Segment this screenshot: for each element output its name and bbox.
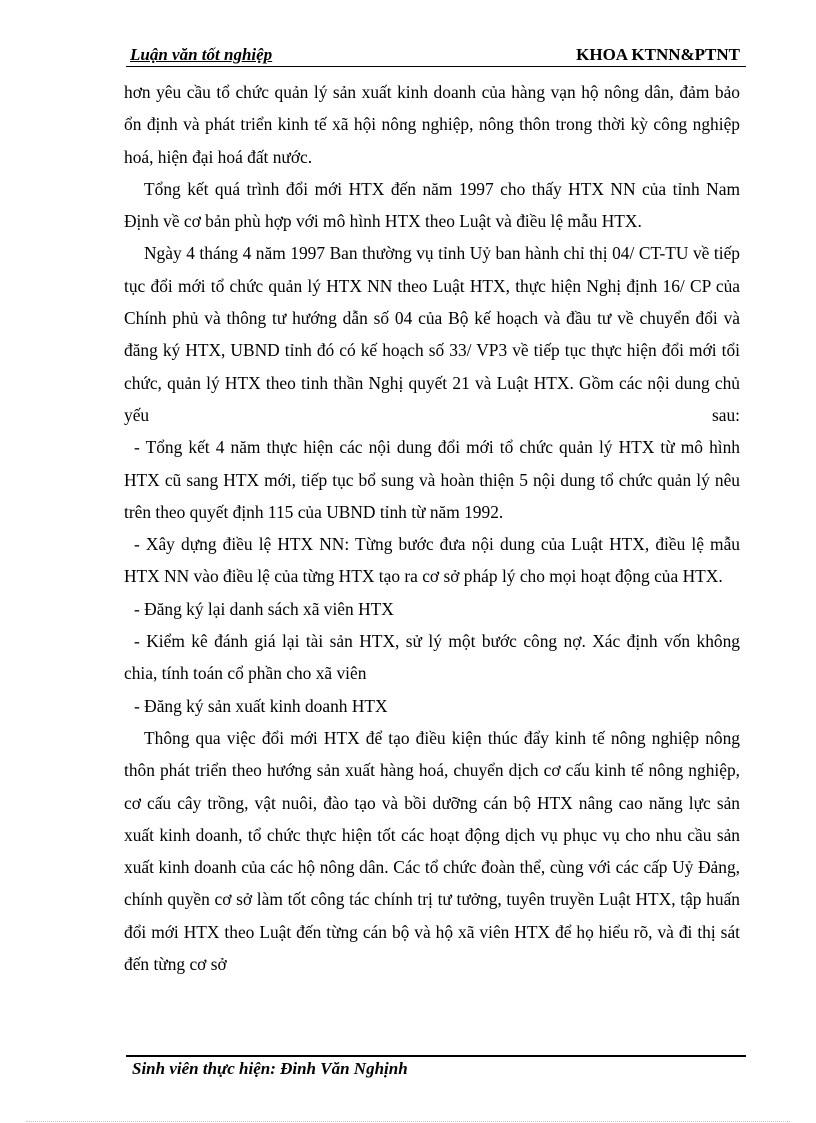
list-item-4: - Kiểm kê đánh giá lại tài sản HTX, sử lý một bước công nợ. Xác định vốn không chia, tính toán cổ phần cho xã viên — [124, 631, 740, 684]
footer-rule — [126, 1055, 746, 1057]
paragraph-3: Ngày 4 tháng 4 năm 1997 Ban thường vụ tỉnh Uỷ ban hành chỉ thị 04/ CT-TU về tiếp tục đổi mới tổ chức quản lý HTX NN theo Luật HTX, thực hiện Nghị định 16/ CP của Chính phủ và thông tư hướng dẫn số 04 của Bộ kế hoạch và đầu tư về chuyển đổi và đăng ký HTX, UBND tỉnh đó có kế hoạch số 33/ VP3 về tiếp tục thực hiện đổi mới tổi chức, quản lý HTX theo tinh thần Nghị quyết 21 và Luật HTX. Gồm các nội dung chủ yếu sau: — [124, 243, 740, 425]
paragraph-2: Tổng kết quá trình đổi mới HTX đến năm 1997 cho thấy HTX NN của tỉnh Nam Định về cơ bản phù hợp với mô hình HTX theo Luật và điều lệ mẫu HTX. — [124, 178, 740, 232]
footer-author: Sinh viên thực hiện: Đinh Văn Nghịnh — [132, 1059, 408, 1078]
page-bottom-border — [26, 1121, 790, 1122]
page-header — [126, 44, 746, 67]
list-item-3: - Đăng ký lại danh sách xã viên HTX — [134, 598, 394, 619]
header-faculty-label: KHOA KTNN&PTNT — [576, 45, 740, 64]
body-text — [124, 76, 740, 980]
paragraph-4: Thông qua việc đổi mới HTX để tạo điều kiện thúc đẩy kinh tế nông nghiệp nông thôn phát triển theo hướng sản xuất hàng hoá, chuyển dịch cơ cấu kinh tế nông nghiệp, cơ cấu cây trồng, vật nuôi, đào tạo và bồi dưỡng cán bộ HTX nâng cao năng lực sản xuất kinh doanh, tổ chức thực hiện tốt các hoạt động dịch vụ phục vụ cho nhu cầu sản xuất kinh doanh của các hộ nông dân. Các tổ chức đoàn thể, cùng với các cấp Uỷ Đảng, chính quyền cơ sở làm tốt công tác chính trị tư tưởng, tuyên truyền Luật HTX, tập huấn đổi mới HTX theo Luật đến từng cán bộ và hộ xã viên HTX để họ hiểu rõ, và đi thị sát đến từng cơ sở — [124, 727, 740, 975]
list-item-1: - Tổng kết 4 năm thực hiện các nội dung đổi mới tổ chức quản lý HTX từ mô hình HTX cũ sang HTX mới, tiếp tục bổ sung và hoàn thiện 5 nội dung tổ chức quản lý nêu trên theo quyết định 115 của UBND tỉnh từ năm 1992. — [124, 437, 740, 522]
list-item-2: - Xây dựng điều lệ HTX NN: Từng bước đưa nội dung của Luật HTX, điều lệ mẫu HTX NN vào điều lệ của từng HTX tạo ra cơ sở pháp lý cho mọi hoạt động của HTX. — [124, 534, 740, 587]
header-thesis-label: Luận văn tốt nghiệp — [130, 45, 273, 64]
paragraph-1: hơn yêu cầu tổ chức quản lý sản xuất kinh doanh của hàng vạn hộ nông dân, đảm bảo ổn định và phát triển kinh tế xã hội nông nghiệp, nông thôn trong thời kỳ công nghiệp hoá, hiện đại hoá đất nước. — [124, 82, 740, 167]
list-item-5: - Đăng ký sản xuất kinh doanh HTX — [134, 695, 388, 716]
